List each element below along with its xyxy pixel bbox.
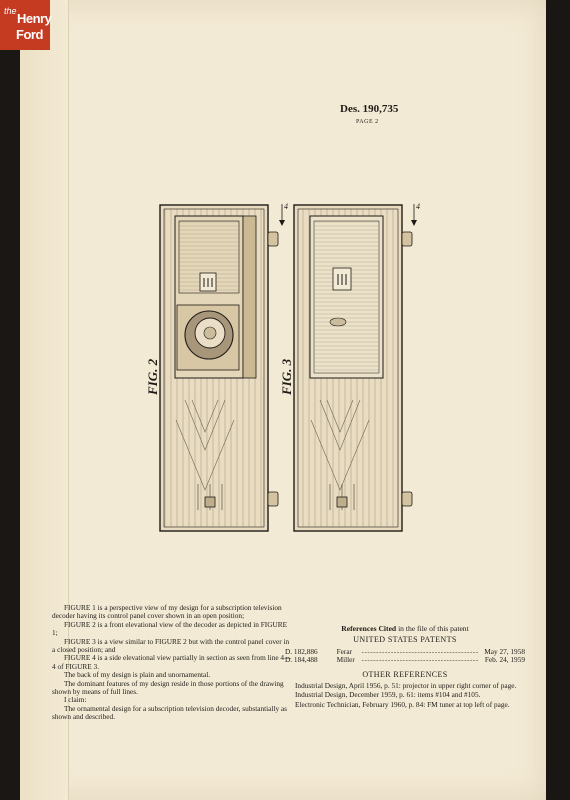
description-paragraph: The dominant features of my design reside in those portions of the drawing shown by means of full lines. <box>52 678 284 697</box>
patent-ref-name: Ferar <box>336 646 353 656</box>
other-reference: Industrial Design, December 1959, p. 61: items #104 and #105. <box>295 690 481 700</box>
other-reference: Industrial Design, April 1956, p. 51: projector in upper right corner of page. <box>295 681 517 691</box>
fig2-drawing <box>160 204 285 531</box>
description-paragraph: FIGURE 4 is a side elevational view partially in section as seen from line 4—4 of FIGURE 3. <box>52 653 292 671</box>
patent-ref-date: May 27, 1958 <box>484 646 525 656</box>
patent-ref-number: D. 182,886 <box>285 646 318 656</box>
fig3-section-mark: 4 <box>416 202 420 211</box>
fig2-section-mark: 4 <box>284 202 288 211</box>
fig3-drawing <box>294 204 417 531</box>
patent-ref-date: Feb. 24, 1959 <box>484 655 525 665</box>
logo-the: the <box>4 6 17 16</box>
references-title <box>285 625 525 633</box>
references-title-rest: in the file of this patent <box>396 624 469 633</box>
patent-number: Des. 190,735 <box>340 103 399 115</box>
patent-row <box>285 656 525 664</box>
description-column <box>52 604 294 722</box>
fig2-label: FIG. 2 <box>145 358 160 395</box>
patent-ref-name: Miller <box>336 655 355 665</box>
fig3-label: FIG. 3 <box>279 358 294 395</box>
references-column <box>285 625 525 710</box>
description-paragraph: FIGURE 2 is a front elevational view of the decoder as depicted in FIGURE 1; <box>52 619 288 638</box>
patent-ref-number: D. 184,488 <box>285 655 318 665</box>
patent-ref-leader: ---------------------------------------- <box>361 646 479 656</box>
description-paragraph: FIGURE 3 is a view similar to FIGURE 2 but with the control panel cover in a closed position; and <box>52 636 290 655</box>
references-title-bold: References Cited <box>341 624 397 633</box>
patent-ref-leader: ---------------------------------------- <box>361 655 479 665</box>
description-paragraph: The back of my design is plain and unornamental. <box>64 670 211 680</box>
other-reference: Electronic Technician, February 1960, p. 84: FM tuner at top left of page. <box>295 699 510 709</box>
claim-heading: I claim: <box>64 695 87 705</box>
other-references-heading: OTHER REFERENCES <box>362 669 448 679</box>
page-label: PAGE 2 <box>356 119 379 125</box>
other-references-list <box>285 682 525 709</box>
us-patents-heading: UNITED STATES PATENTS <box>353 635 457 645</box>
claim-text: The ornamental design for a subscription television decoder, substantially as shown and described. <box>52 703 288 722</box>
description-paragraph: FIGURE 1 is a perspective view of my design for a subscription television decoder having its control panel cover shown in an open position; <box>52 603 282 621</box>
logo-ford: Ford <box>16 27 43 42</box>
logo-henry: Henry <box>17 11 52 26</box>
